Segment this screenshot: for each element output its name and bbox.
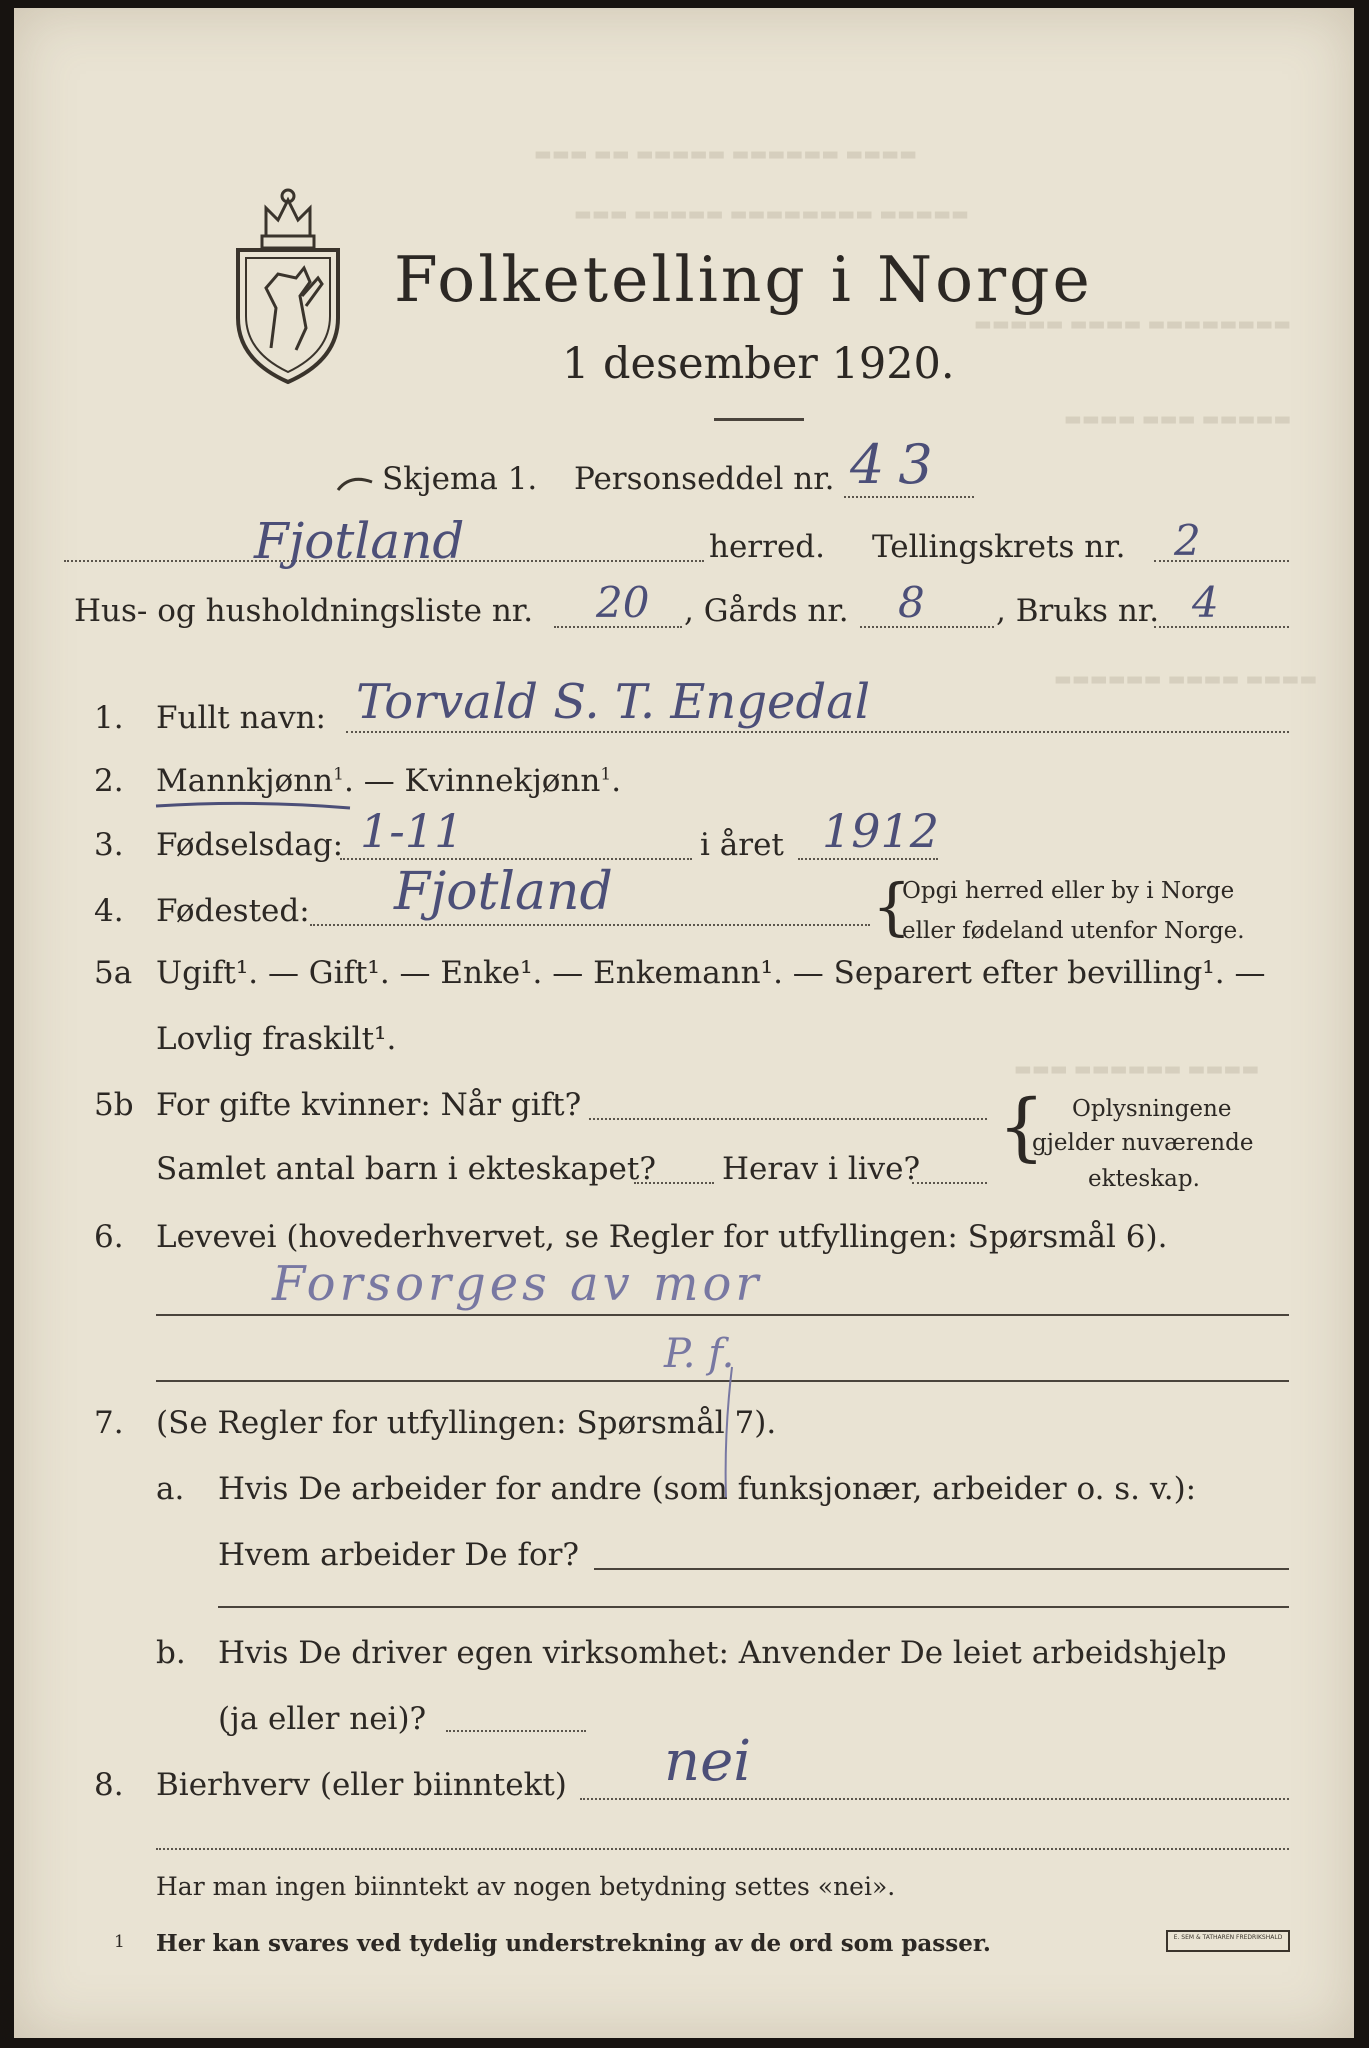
q5b-brace: { (998, 1084, 1046, 1170)
gards-dots (860, 626, 994, 628)
gards-value: 8 (898, 578, 925, 627)
bruks-dots (1154, 626, 1289, 628)
q5b-number: 5b (94, 1087, 134, 1123)
footer-note: Har man ingen biinntekt av nogen betydning settes «nei». (156, 1872, 896, 1901)
herred-label: herred. (709, 529, 825, 565)
q4-note-line2: eller fødeland utenfor Norge. (902, 918, 1245, 944)
bruks-label: , Bruks nr. (996, 593, 1160, 629)
q7b-dots (446, 1730, 586, 1732)
footnote-text: Her kan svares ved tydelig understrekning av de ord som passer. (156, 1930, 991, 1957)
q3-dots (340, 858, 692, 860)
q1-dots (346, 731, 1289, 733)
q1-full-name: Torvald S. T. Engedal (356, 674, 871, 730)
q7b-line2: (ja eller nei)? (218, 1701, 427, 1737)
q7-label: (Se Regler for utfyllingen: Spørsmål 7). (156, 1405, 777, 1441)
q3-birthday: 1-11 (360, 804, 464, 858)
personseddel-dots (844, 496, 974, 498)
schema-label: Skjema 1. (382, 461, 538, 497)
q5a-line2: Lovlig fraskilt¹. (156, 1021, 397, 1057)
q6-number: 6. (94, 1219, 124, 1255)
q7a-line1: Hvis De arbeider for andre (som funksjonær, arbeider o. s. v.): (218, 1471, 1197, 1507)
q6-occupation: Forsorges av mor (272, 1256, 763, 1312)
q5b-note-3: ekteskap. (1088, 1166, 1200, 1192)
q5b-children-label: Samlet antal barn i ekteskapet? (156, 1151, 656, 1187)
q3-year-dots (798, 858, 938, 860)
q4-label: Fødested: (156, 893, 310, 929)
gards-label: , Gårds nr. (684, 593, 849, 629)
q8-dots (580, 1798, 1289, 1800)
herred-value: Fjotland (254, 512, 465, 570)
q5b-note-1: Oplysningene (1072, 1096, 1232, 1122)
q5b-line1: For gifte kvinner: Når gift? (156, 1087, 582, 1123)
personseddel-number: 43 (850, 433, 947, 496)
q7a-line2: Hvem arbeider De for? (218, 1537, 580, 1573)
footnote-mark: 1 (114, 1932, 125, 1952)
q6-pencil-note: P. f. (664, 1331, 735, 1377)
q5b-note-2: gjelder nuværende (1032, 1130, 1254, 1156)
q8-label: Bierhverv (eller biinntekt) (156, 1767, 567, 1803)
q4-brace: { (872, 870, 912, 943)
tellingskrets-label: Tellingskrets nr. (872, 529, 1126, 565)
husliste-label: Hus- og husholdningsliste nr. (74, 593, 534, 629)
tellingskrets-value: 2 (1174, 516, 1201, 565)
tellingskrets-dots (1154, 560, 1289, 562)
q7a-answer-line2 (218, 1606, 1289, 1608)
personseddel-label: Personseddel nr. (574, 461, 835, 497)
q2-number: 2. (94, 763, 124, 799)
q4-dots (310, 924, 870, 926)
q1-label: Fullt navn: (156, 700, 326, 736)
q3-birth-year: 1912 (822, 804, 940, 858)
printer-stamp-text: E. SEM & TATHAREN FREDRIKSHALD (1173, 1934, 1283, 1941)
q5b-alive-label: Herav i live? (722, 1151, 921, 1187)
q4-number: 4. (94, 893, 124, 929)
q3-number: 3. (94, 827, 124, 863)
q5b-alive-dots (912, 1182, 987, 1184)
q2-male-option: Mannkjønn (156, 763, 334, 799)
bruks-value: 4 (1192, 578, 1219, 627)
q3-label: Fødselsdag: (156, 827, 344, 863)
census-date: 1 desember 1920. (562, 339, 955, 389)
q7b-letter: b. (156, 1635, 186, 1671)
norwegian-coat-of-arms-icon (226, 178, 350, 388)
printer-stamp (1166, 1930, 1290, 1952)
q7a-answer-line1 (594, 1568, 1289, 1570)
q7-number: 7. (94, 1405, 124, 1441)
q2-sex-options: Mannkjønn$^1$. — Kvinnekjønn$^1$. (156, 763, 622, 799)
q7b-line1: Hvis De driver egen virksomhet: Anvender De leiet arbeidshjelp (218, 1635, 1227, 1671)
tick-mark (336, 468, 376, 498)
q4-note-line1: Opgi herred eller by i Norge (902, 878, 1235, 904)
q6-line1 (156, 1314, 1289, 1316)
q8-secondary-income: nei (664, 1729, 752, 1794)
title-rule (714, 418, 804, 421)
q5a-line1: Ugift¹. — Gift¹. — Enke¹. — Enkemann¹. — Separert efter bevilling¹. — (156, 955, 1266, 991)
q5b-children-dots (634, 1182, 714, 1184)
q5b-married-dots (589, 1118, 987, 1120)
form-title: Folketelling i Norge (394, 243, 1093, 316)
q3-year-label: i året (700, 827, 784, 863)
q6-label: Levevei (hovederhvervet, se Regler for utfyllingen: Spørsmål 6). (156, 1219, 1168, 1255)
q2-male-underline (154, 798, 354, 814)
husliste-dots (554, 626, 682, 628)
husliste-value: 20 (596, 578, 650, 627)
q5a-number: 5a (94, 955, 133, 991)
q1-number: 1. (94, 700, 124, 736)
census-form-page: ▬▬▬ ▬▬ ▬▬▬▬▬ ▬▬▬▬▬▬ ▬▬▬▬ ▬▬▬ ▬▬▬▬▬ ▬▬▬▬▬▬▬▬ ▬▬▬▬▬ ▬▬▬▬▬ ▬▬▬▬ ▬▬▬▬▬▬▬▬ ▬▬▬▬ ▬▬▬ ▬▬▬▬▬ ▬▬▬▬▬▬ ▬▬▬▬ ▬▬▬▬ ▬▬▬ ▬▬▬▬▬▬ ▬▬▬▬ Folketelling i Norge 1 desember 1920. Skjema 1. Personseddel nr. 43 Fjotland herred. Tellingskrets nr. 2 Hus- og husholdningsliste nr. 20 , Gårds nr. 8 , Bruks nr. 4 1. Fullt navn: Torvald S. T. Engedal 2. Mannkjønn$^1$. — Kvinnekjønn$^1$. 3. Fødselsdag: 1-11 i året 1912 4. Fødested: Fjotland { Opgi herred eller by i Norge eller fødeland utenfor Norge. 5a Ugift¹. — Gift¹. — Enke¹. — Enkemann¹. — Separert efter bevilling¹. — Lovlig fraskilt¹. 5b For gifte kvinner: Når gift? Samlet antal barn i ekteskapet? Herav i live? { Oplysningene gjelder nuværende ekteskap. 6. Levevei (hovederhvervet, se Regler for utfyllingen: Spørsmål 6). Forsorges av mor P. f. 7. (Se Regler for utfyllingen: Spørsmål 7). a. Hvis De arbeider for andre (som funksjonær, arbeider o. s. v.): Hvem arbeider De for? b. Hvis De driver egen virksomhet: Anvender De leiet arbeidshjelp (ja eller nei)? 8. Bierhverv (eller biinntekt) nei Har man ingen biinntekt av nogen betydning settes «nei». 1 Her kan svares ved tydelig understrekning av de ord som passer. E. SEM & TATHAREN FREDRIKSHALD (14, 8, 1354, 2038)
q7a-letter: a. (156, 1471, 185, 1507)
q8-dots-2 (156, 1848, 1289, 1850)
q4-birthplace: Fjotland (394, 862, 613, 922)
q8-number: 8. (94, 1767, 124, 1803)
